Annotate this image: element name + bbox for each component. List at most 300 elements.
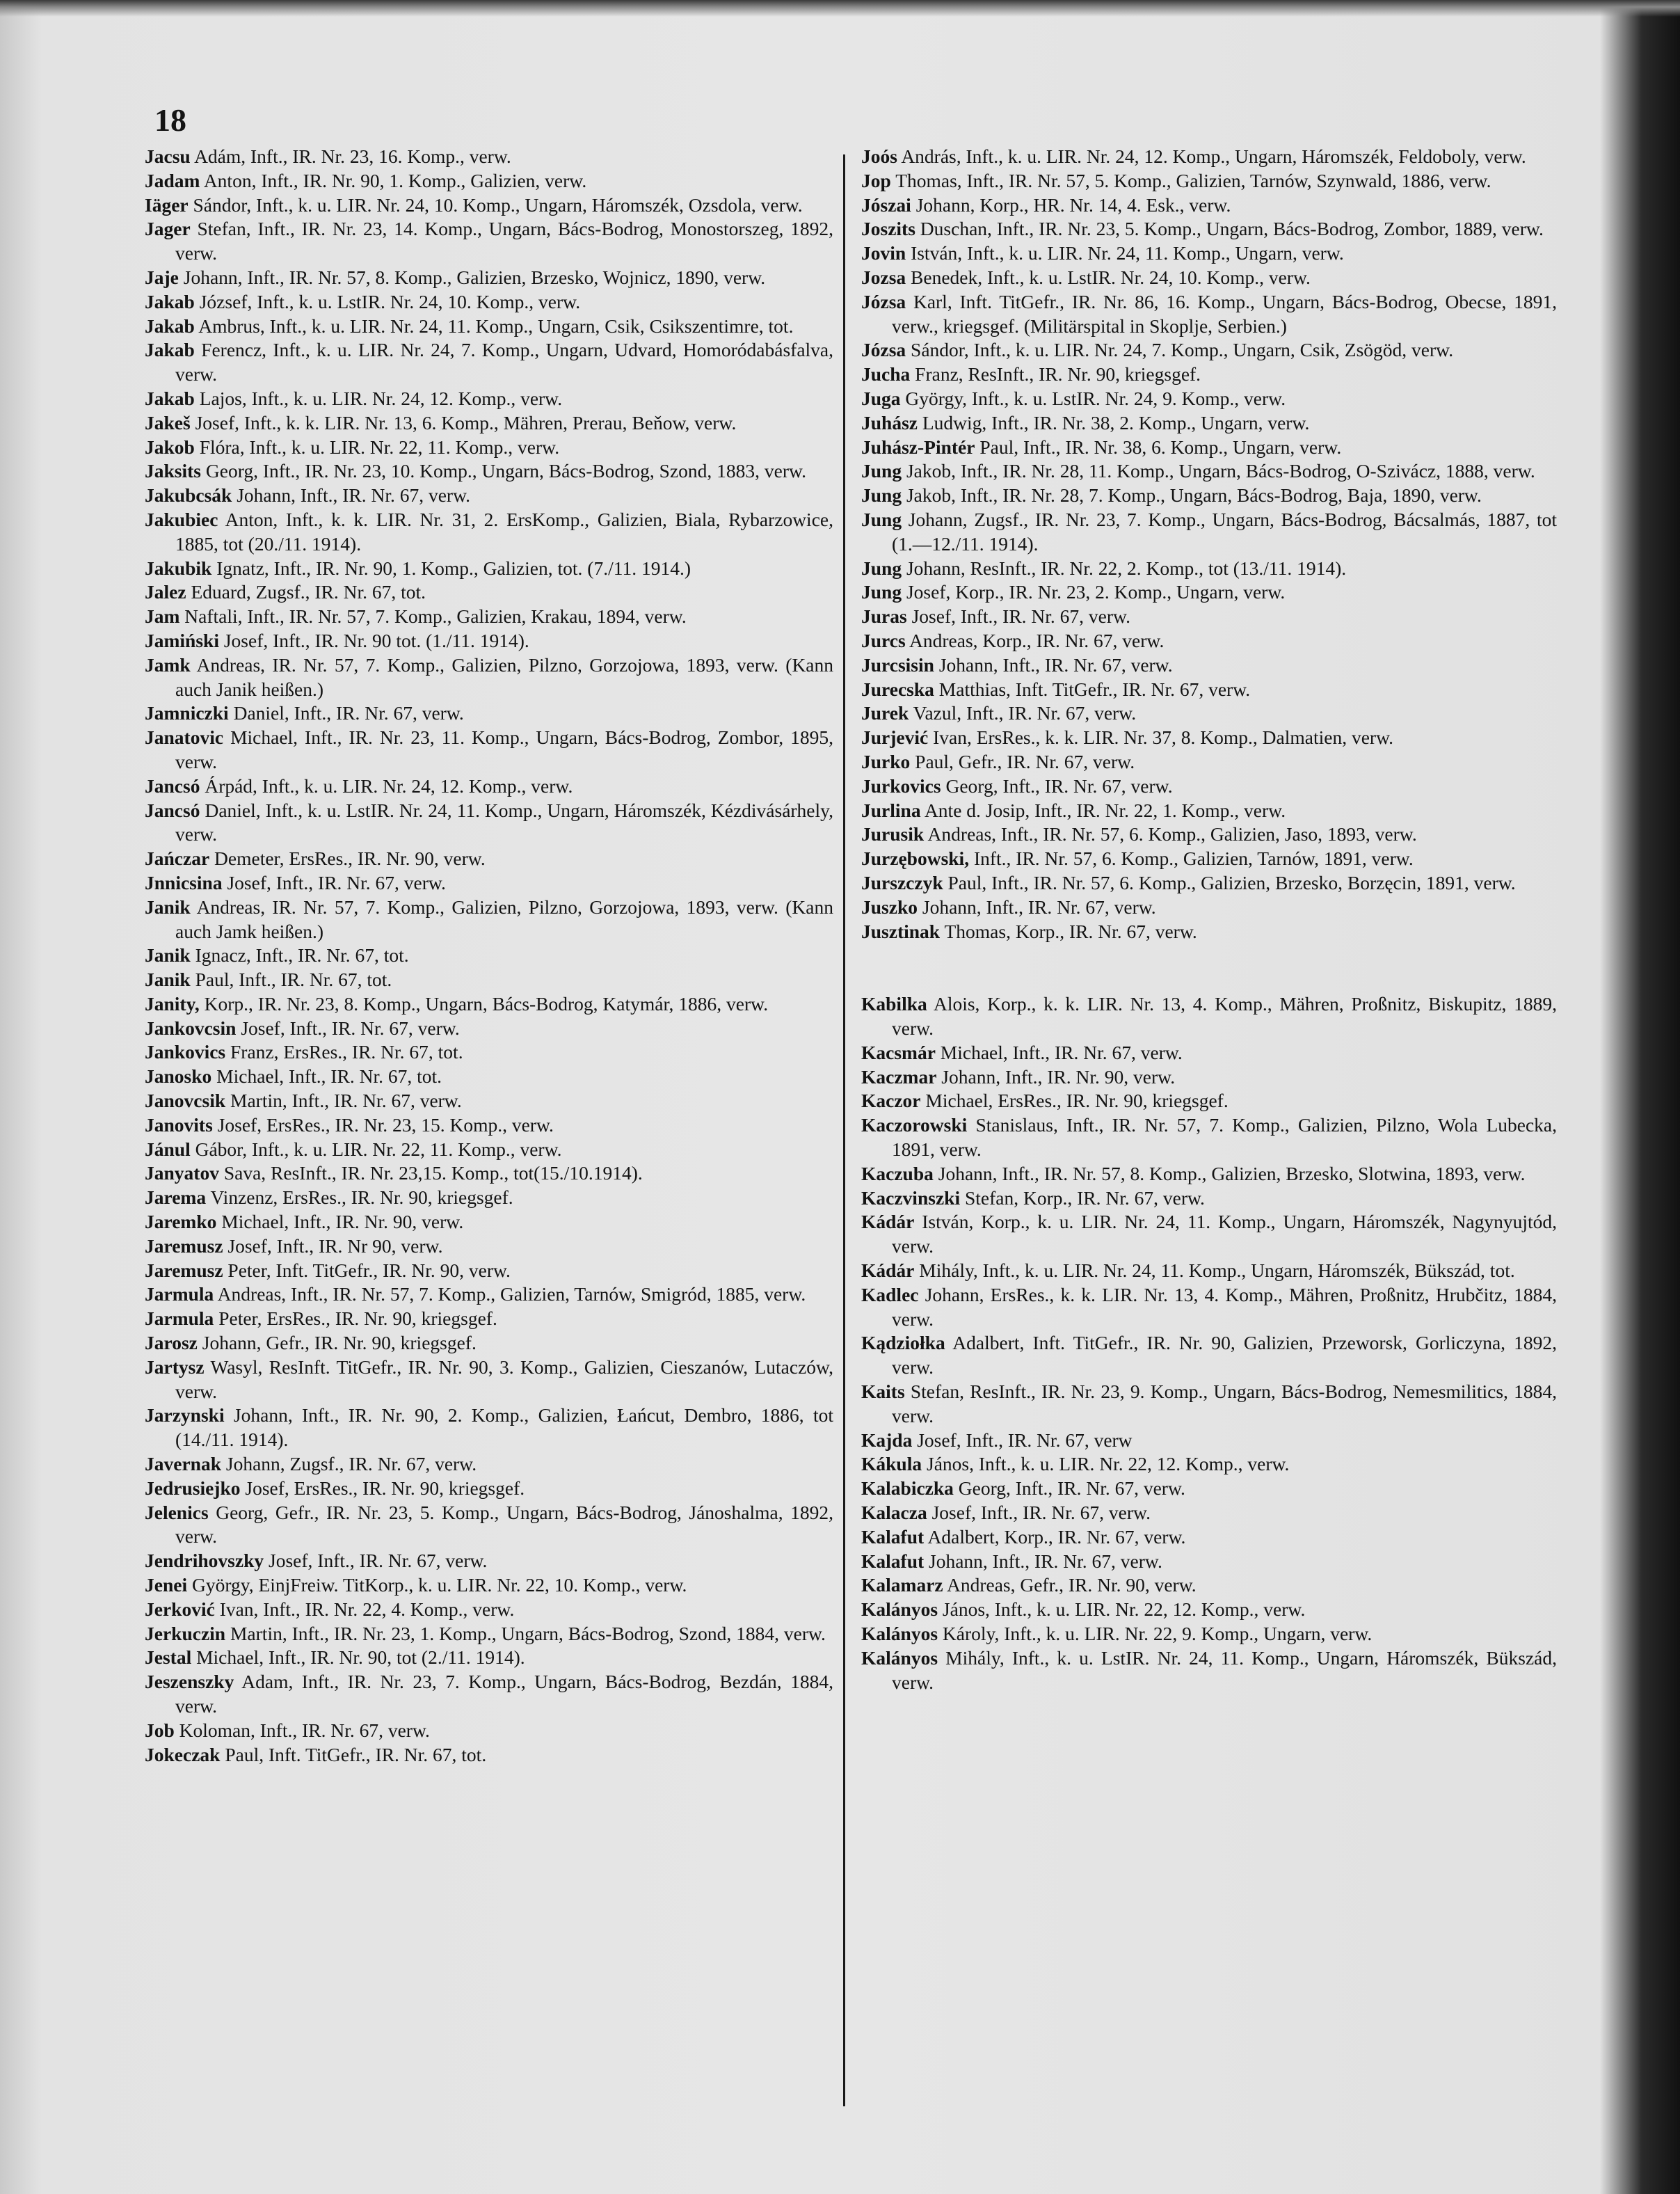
list-entry xyxy=(145,290,833,315)
entry-surname: Jószai xyxy=(861,193,911,216)
entry-surname: Kalabiczka xyxy=(861,1477,954,1500)
entry-details: Demeter, ErsRes., IR. Nr. 90, verw. xyxy=(214,848,486,870)
entry-surname: Kaits xyxy=(861,1381,905,1403)
entry-details: Ante d. Josip, Inft., IR. Nr. 22, 1. Komp., verw. xyxy=(924,799,1286,821)
entry-details: Vazul, Inft., IR. Nr. 67, verw. xyxy=(913,702,1137,724)
entry-details: Adalbert, Korp., IR. Nr. 67, verw. xyxy=(927,1525,1186,1548)
entry-surname: Jarmula xyxy=(145,1283,214,1305)
entry-surname: Jakubik xyxy=(145,557,212,579)
entry-details: Martin, Inft., IR. Nr. 23, 1. Komp., Ungarn, Bács-Bodrog, Szond, 1884, verw. xyxy=(230,1622,826,1644)
list-entry xyxy=(861,217,1557,241)
entry-details: Duschan, Inft., IR. Nr. 23, 5. Komp., Ungarn, Bács-Bodrog, Zombor, 1889, verw. xyxy=(920,218,1544,240)
entry-surname: Janity, xyxy=(145,992,200,1015)
list-entry xyxy=(145,1501,833,1550)
entry-details: Adam, Inft., IR. Nr. 23, 7. Komp., Ungarn, Bács-Bodrog, Bezdán, 1884, verw. xyxy=(175,1671,834,1717)
entry-surname: Jenei xyxy=(145,1574,188,1596)
entry-surname: Kaczorowski xyxy=(861,1114,968,1136)
entry-details: Josef, Inft., IR. Nr. 90 tot. (1./11. 1914). xyxy=(223,629,529,651)
entry-surname: Józsa xyxy=(861,290,906,312)
list-entry xyxy=(145,193,833,218)
entry-details: Michael, Inft., IR. Nr. 90, tot (2./11. 1914). xyxy=(196,1646,525,1669)
entry-details: Sándor, Inft., k. u. LIR. Nr. 24, 7. Komp., Ungarn, Csik, Zsögöd, verw. xyxy=(911,339,1454,361)
entry-surname: Jurlina xyxy=(861,799,921,821)
list-entry xyxy=(145,1598,833,1622)
entry-surname: Jaremko xyxy=(145,1211,217,1233)
list-entry xyxy=(861,1331,1557,1380)
list-entry xyxy=(145,315,833,339)
entry-surname: Jozsa xyxy=(861,266,906,288)
entry-details: Korp., IR. Nr. 23, 8. Komp., Ungarn, Bács-Bodrog, Katymár, 1886, verw. xyxy=(204,992,769,1015)
entry-details: Stefan, Inft., IR. Nr. 23, 14. Komp., Ungarn, Bács-Bodrog, Monostorszeg, 1892, verw. xyxy=(175,218,833,264)
entry-surname: Jestal xyxy=(145,1646,192,1669)
entry-surname: Jakab xyxy=(145,290,195,312)
list-entry xyxy=(145,1210,833,1234)
entry-surname: Kaczor xyxy=(861,1090,921,1112)
entry-details: Georg, Inft., IR. Nr. 23, 10. Komp., Ungarn, Bács-Bodrog, Szond, 1883, verw. xyxy=(205,460,806,482)
entry-surname: Józsa xyxy=(861,339,906,361)
entry-surname: Jańczar xyxy=(145,848,210,870)
entry-details: Paul, Inft., IR. Nr. 67, tot. xyxy=(195,969,392,991)
list-entry xyxy=(861,750,1557,774)
entry-surname: Jung xyxy=(861,460,902,482)
list-entry xyxy=(861,145,1557,169)
entry-surname: Jamk xyxy=(145,653,191,676)
entry-surname: Jurjević xyxy=(861,726,929,749)
entry-details: Johann, Korp., HR. Nr. 14, 4. Esk., verw. xyxy=(915,193,1231,216)
list-entry xyxy=(145,992,833,1017)
entry-details: Josef, Inft., IR. Nr 90, verw. xyxy=(227,1234,443,1257)
list-entry xyxy=(145,217,833,266)
entry-details: Inft., IR. Nr. 57, 6. Komp., Galizien, Tarnów, 1891, verw. xyxy=(973,848,1414,870)
entry-surname: Janosko xyxy=(145,1065,212,1088)
list-entry xyxy=(145,580,833,605)
entry-surname: Jancsó xyxy=(145,774,200,797)
list-entry xyxy=(145,1089,833,1113)
entry-details: Andreas, Inft., IR. Nr. 57, 6. Komp., Galizien, Jaso, 1893, verw. xyxy=(927,823,1417,845)
entry-details: Josef, ErsRes., IR. Nr. 23, 15. Komp., verw. xyxy=(217,1113,554,1136)
entry-details: Michael, Inft., IR. Nr. 90, verw. xyxy=(221,1211,464,1233)
list-entry xyxy=(145,1573,833,1598)
entry-details: Michael, Inft., IR. Nr. 67, tot. xyxy=(216,1065,442,1088)
entry-surname: Jurko xyxy=(861,750,911,772)
entry-details: Paul, Inft., IR. Nr. 38, 6. Komp., Ungarn, verw. xyxy=(979,436,1342,458)
entry-details: Sándor, Inft., k. u. LIR. Nr. 24, 10. Komp., Ungarn, Háromszék, Ozsdola, verw. xyxy=(193,193,803,216)
entry-details: Franz, ResInft., IR. Nr. 90, kriegsgef. xyxy=(915,363,1201,385)
entry-details: Johann, Inft., IR. Nr. 90, 2. Komp., Galizien, Łańcut, Dembro, 1886, tot (14./11. 1914). xyxy=(175,1404,834,1451)
entry-details: Koloman, Inft., IR. Nr. 67, verw. xyxy=(179,1719,430,1741)
right-column xyxy=(861,145,1557,1694)
entry-surname: Jakab xyxy=(145,387,195,409)
entry-surname: Job xyxy=(145,1719,175,1741)
entry-surname: Jurzębowski, xyxy=(861,848,970,870)
entry-details: Ignatz, Inft., IR. Nr. 90, 1. Komp., Galizien, tot. (7./11. 1914.) xyxy=(216,557,691,579)
entry-surname: Jakubcsák xyxy=(145,484,232,507)
entry-surname: Kalányos xyxy=(861,1623,938,1645)
list-entry xyxy=(861,653,1557,678)
entry-details: Mihály, Inft., k. u. LstIR. Nr. 24, 11. Komp., Ungarn, Háromszék, Bükszád, verw. xyxy=(892,1646,1558,1693)
entry-surname: Juszko xyxy=(861,896,918,918)
entry-surname: Jalez xyxy=(145,581,186,603)
entry-details: József, Inft., k. u. LstIR. Nr. 24, 10. Komp., verw. xyxy=(199,290,581,312)
list-entry xyxy=(861,871,1557,896)
entry-details: Johann, Inft., IR. Nr. 57, 8. Komp., Galizien, Brzesko, Slotwina, 1893, verw. xyxy=(938,1162,1526,1184)
entry-details: Anton, Inft., IR. Nr. 90, 1. Komp., Galizien, verw. xyxy=(203,169,587,191)
list-entry xyxy=(145,799,833,848)
entry-surname: Jung xyxy=(861,557,902,579)
list-entry xyxy=(861,847,1557,871)
entry-details: Lajos, Inft., k. u. LIR. Nr. 24, 12. Komp., verw. xyxy=(199,387,563,409)
entry-surname: Jarosz xyxy=(145,1332,198,1354)
list-entry xyxy=(861,822,1557,847)
entry-details: Johann, Inft., IR. Nr. 57, 8. Komp., Galizien, Brzesko, Wojnicz, 1890, verw. xyxy=(183,266,766,288)
list-entry xyxy=(861,363,1557,387)
list-entry xyxy=(145,1307,833,1331)
entry-surname: Jaremusz xyxy=(145,1234,223,1257)
entry-surname: Jurcs xyxy=(861,629,906,651)
entry-details: Stanislaus, Inft., IR. Nr. 57, 7. Komp., Galizien, Pilzno, Wola Lubecka, 1891, verw. xyxy=(892,1114,1557,1161)
entry-surname: Jovin xyxy=(861,242,906,264)
entry-details: Daniel, Inft., IR. Nr. 67, verw. xyxy=(233,702,464,724)
entry-surname: Jurusik xyxy=(861,823,925,845)
entry-details: Georg, Inft., IR. Nr. 67, verw. xyxy=(945,774,1173,797)
entry-surname: Jurszczyk xyxy=(861,871,943,893)
list-entry xyxy=(861,1573,1557,1598)
list-entry xyxy=(145,1477,833,1501)
list-entry xyxy=(861,241,1557,266)
entry-details: Benedek, Inft., k. u. LstIR. Nr. 24, 10. Komp., verw. xyxy=(911,266,1311,288)
entry-surname: Kádár xyxy=(861,1211,915,1233)
list-entry xyxy=(145,411,833,436)
list-entry xyxy=(145,1186,833,1210)
entry-details: Mihály, Inft., k. u. LIR. Nr. 24, 11. Komp., Ungarn, Háromszék, Bükszád, tot. xyxy=(919,1259,1515,1282)
entry-details: Johann, ErsRes., k. k. LIR. Nr. 13, 4. Komp., Mähren, Proßnitz, Hrubčitz, 1884, verw. xyxy=(892,1283,1557,1330)
entry-details: Michael, ErsRes., IR. Nr. 90, kriegsgef. xyxy=(925,1090,1229,1112)
entry-details: Daniel, Inft., k. u. LstIR. Nr. 24, 11. Komp., Ungarn, Háromszék, Kézdivásárhely, verw. xyxy=(175,799,833,845)
entry-surname: Javernak xyxy=(145,1453,221,1475)
entry-details: Ivan, Inft., IR. Nr. 22, 4. Komp., verw. xyxy=(219,1598,515,1620)
entry-details: Andreas, Korp., IR. Nr. 67, verw. xyxy=(909,629,1165,651)
entry-surname: Jarema xyxy=(145,1186,207,1209)
list-entry xyxy=(145,871,833,896)
list-entry xyxy=(145,1622,833,1646)
entry-surname: Jung xyxy=(861,581,902,603)
entry-surname: Kajda xyxy=(861,1429,913,1451)
entry-surname: Jakob xyxy=(145,436,195,458)
list-entry xyxy=(861,1113,1557,1162)
list-entry xyxy=(145,1017,833,1041)
entry-details: Johann, Inft., IR. Nr. 67, verw. xyxy=(237,484,471,507)
entry-details: Martin, Inft., IR. Nr. 67, verw. xyxy=(230,1090,462,1112)
entry-details: Ferencz, Inft., k. u. LIR. Nr. 24, 7. Komp., Ungarn, Udvard, Homoródabásfalva, verw. xyxy=(175,339,833,385)
entry-surname: Jedrusiejko xyxy=(145,1477,241,1499)
list-entry xyxy=(145,1138,833,1162)
list-entry xyxy=(145,508,833,557)
entry-details: Josef, Inft., k. k. LIR. Nr. 13, 6. Komp., Mähren, Prerau, Beňow, verw. xyxy=(195,411,737,434)
entry-details: Georg, Inft., IR. Nr. 67, verw. xyxy=(958,1477,1185,1500)
list-entry xyxy=(861,896,1557,920)
entry-surname: Jeszenszky xyxy=(145,1671,234,1693)
section-gap xyxy=(861,944,1557,992)
entry-details: Josef, Inft., IR. Nr. 67, verw. xyxy=(911,605,1130,628)
entry-surname: Jancsó xyxy=(145,799,200,821)
entry-details: Franz, ErsRes., IR. Nr. 67, tot. xyxy=(230,1041,463,1063)
list-entry xyxy=(861,436,1557,460)
entry-surname: Jakab xyxy=(145,339,195,361)
entry-surname: Jamiński xyxy=(145,629,219,651)
entry-details: Gábor, Inft., k. u. LIR. Nr. 22, 11. Komp., verw. xyxy=(195,1138,562,1160)
list-entry xyxy=(861,1186,1557,1211)
entry-details: Anton, Inft., k. k. LIR. Nr. 31, 2. ErsKomp., Galizien, Biala, Rybarzowice, 1885, tot (20./11. 1914). xyxy=(175,508,833,555)
entry-details: Jakob, Inft., IR. Nr. 28, 11. Komp., Ungarn, Bács-Bodrog, O-Szivácz, 1888, verw. xyxy=(906,460,1535,482)
entry-details: Johann, Zugsf., IR. Nr. 23, 7. Komp., Ungarn, Bács-Bodrog, Bácsalmás, 1887, tot (1.—12./11. 1914). xyxy=(892,508,1557,555)
entry-surname: Jaksits xyxy=(145,460,201,482)
list-entry xyxy=(145,726,833,774)
list-entry xyxy=(861,1525,1557,1550)
entry-surname: Jop xyxy=(861,169,891,191)
list-entry xyxy=(145,896,833,944)
entry-surname: Jerković xyxy=(145,1598,215,1620)
entry-details: Josef, Inft., IR. Nr. 67, verw. xyxy=(227,871,446,893)
entry-surname: Joszits xyxy=(861,218,915,240)
list-entry xyxy=(861,484,1557,508)
list-entry xyxy=(145,1404,833,1452)
list-entry xyxy=(861,701,1557,726)
entry-details: Wasyl, ResInft. TitGefr., IR. Nr. 90, 3. Komp., Galizien, Cieszanów, Lutaczów, verw. xyxy=(175,1356,834,1402)
entry-surname: Joós xyxy=(861,145,897,167)
entry-details: Michael, Inft., IR. Nr. 23, 11. Komp., Ungarn, Bács-Bodrog, Zombor, 1895, verw. xyxy=(175,726,833,772)
list-entry xyxy=(861,1210,1557,1259)
entry-details: Árpád, Inft., k. u. LIR. Nr. 24, 12. Komp., verw. xyxy=(205,774,573,797)
entry-surname: Jankovics xyxy=(145,1041,226,1063)
list-entry xyxy=(861,411,1557,436)
list-entry xyxy=(145,436,833,460)
entry-surname: Jadam xyxy=(145,169,200,191)
entry-details: István, Inft., k. u. LIR. Nr. 24, 11. Komp., Ungarn, verw. xyxy=(911,242,1344,264)
list-entry xyxy=(861,193,1557,218)
list-entry xyxy=(861,1622,1557,1646)
entry-details: Josef, Inft., IR. Nr. 67, verw. xyxy=(241,1017,460,1039)
list-entry xyxy=(861,338,1557,363)
list-entry xyxy=(145,1259,833,1283)
list-entry xyxy=(145,1331,833,1356)
entry-surname: Jnnicsina xyxy=(145,871,223,893)
list-entry xyxy=(145,1549,833,1573)
entry-details: Ambrus, Inft., k. u. LIR. Nr. 24, 11. Komp., Ungarn, Csik, Csikszentimre, tot. xyxy=(198,315,794,337)
entry-details: Adalbert, Inft. TitGefr., IR. Nr. 90, Galizien, Przeworsk, Gorliczyna, 1892, verw. xyxy=(892,1332,1558,1378)
entry-details: Stefan, Korp., IR. Nr. 67, verw. xyxy=(964,1186,1205,1209)
list-entry xyxy=(145,968,833,992)
list-entry xyxy=(861,508,1557,557)
entry-surname: Jusztinak xyxy=(861,920,941,942)
entry-details: Flóra, Inft., k. u. LIR. Nr. 22, 11. Komp., verw. xyxy=(199,436,560,458)
entry-surname: Janovcsik xyxy=(145,1090,226,1112)
entry-surname: Kalányos xyxy=(861,1646,938,1669)
entry-surname: Kalafut xyxy=(861,1550,925,1572)
entry-details: András, Inft., k. u. LIR. Nr. 24, 12. Komp., Ungarn, Háromszék, Feldoboly, verw. xyxy=(901,145,1526,167)
entry-details: Adám, Inft., IR. Nr. 23, 16. Komp., verw. xyxy=(194,145,511,167)
entry-surname: Jurek xyxy=(861,702,909,724)
entry-details: Georg, Gefr., IR. Nr. 23, 5. Komp., Ungarn, Bács-Bodrog, Jánoshalma, 1892, verw. xyxy=(175,1501,833,1548)
list-entry xyxy=(145,629,833,653)
entry-surname: Juhász-Pintér xyxy=(861,436,975,458)
list-entry xyxy=(861,1089,1557,1113)
entry-details: Thomas, Inft., IR. Nr. 57, 5. Komp., Galizien, Tarnów, Szynwald, 1886, verw. xyxy=(895,169,1491,191)
entry-details: Eduard, Zugsf., IR. Nr. 67, tot. xyxy=(191,581,426,603)
entry-surname: Kaczmar xyxy=(861,1065,937,1088)
entry-details: Josef, ErsRes., IR. Nr. 90, kriegsgef. xyxy=(245,1477,525,1499)
list-entry xyxy=(145,653,833,702)
list-entry xyxy=(145,1065,833,1089)
entry-surname: Jamniczki xyxy=(145,702,229,724)
entry-surname: Jaje xyxy=(145,266,179,288)
entry-surname: Jelenics xyxy=(145,1501,209,1523)
entry-details: Vinzenz, ErsRes., IR. Nr. 90, kriegsgef. xyxy=(210,1186,513,1209)
entry-details: Ludwig, Inft., IR. Nr. 38, 2. Komp., Ungarn, verw. xyxy=(922,411,1310,434)
list-entry xyxy=(145,1282,833,1307)
list-entry xyxy=(861,1452,1557,1477)
entry-surname: Kákula xyxy=(861,1453,922,1475)
entry-surname: Janyatov xyxy=(145,1162,219,1184)
list-entry xyxy=(145,145,833,169)
entry-details: Peter, ErsRes., IR. Nr. 90, kriegsgef. xyxy=(218,1307,497,1330)
list-entry xyxy=(145,1670,833,1719)
entry-surname: Kadlec xyxy=(861,1283,919,1305)
entry-surname: Jakubiec xyxy=(145,508,218,530)
list-entry xyxy=(861,678,1557,702)
entry-details: Johann, Zugsf., IR. Nr. 67, verw. xyxy=(225,1453,477,1475)
list-entry xyxy=(861,1380,1557,1429)
list-entry xyxy=(145,1234,833,1259)
list-entry xyxy=(145,484,833,508)
list-entry xyxy=(861,1259,1557,1283)
entry-details: Stefan, ResInft., IR. Nr. 23, 9. Komp., Ungarn, Bács-Bodrog, Nemesmilitics, 1884, verw. xyxy=(892,1381,1557,1426)
entry-details: Andreas, IR. Nr. 57, 7. Komp., Galizien, Pilzno, Gorzojowa, 1893, verw. (Kann auch Janik heißen.) xyxy=(175,653,834,700)
entry-surname: Kalamarz xyxy=(861,1574,943,1596)
list-entry xyxy=(861,1550,1557,1574)
entry-details: István, Korp., k. u. LIR. Nr. 24, 11. Komp., Ungarn, Háromszék, Nagynyujtód, verw. xyxy=(892,1211,1557,1257)
entry-details: Josef, Korp., IR. Nr. 23, 2. Komp., Ungarn, verw. xyxy=(906,581,1286,603)
list-entry xyxy=(145,459,833,484)
entry-surname: Jakab xyxy=(145,315,195,337)
entry-surname: Kądziołka xyxy=(861,1332,945,1354)
list-entry xyxy=(861,1646,1557,1695)
entry-surname: Juga xyxy=(861,387,901,409)
entry-details: Johann, Inft., IR. Nr. 67, verw. xyxy=(922,896,1156,918)
entry-surname: Jakeš xyxy=(145,411,191,434)
list-entry xyxy=(145,605,833,629)
entry-surname: Iäger xyxy=(145,193,189,216)
entry-surname: Janik xyxy=(145,969,191,991)
entry-details: Naftali, Inft., IR. Nr. 57, 7. Komp., Galizien, Krakau, 1894, verw. xyxy=(184,605,687,628)
entry-surname: Juhász xyxy=(861,411,918,434)
entry-surname: Kalányos xyxy=(861,1598,938,1621)
list-entry xyxy=(145,1356,833,1404)
list-entry xyxy=(145,1743,833,1767)
entry-details: Paul, Inft. TitGefr., IR. Nr. 67, tot. xyxy=(225,1743,487,1765)
list-entry xyxy=(145,701,833,726)
list-entry xyxy=(145,387,833,411)
entry-details: Josef, Inft., IR. Nr. 67, verw xyxy=(917,1429,1133,1451)
entry-surname: Kádár xyxy=(861,1259,915,1282)
list-entry xyxy=(145,266,833,290)
entry-details: Michael, Inft., IR. Nr. 67, verw. xyxy=(940,1041,1183,1063)
list-entry xyxy=(861,1429,1557,1453)
entry-details: Peter, Inft. TitGefr., IR. Nr. 90, verw. xyxy=(227,1259,511,1281)
list-entry xyxy=(145,557,833,581)
entry-details: Sava, ResInft., IR. Nr. 23,15. Komp., tot(15./10.1914). xyxy=(223,1162,643,1184)
entry-surname: Jung xyxy=(861,484,902,507)
list-entry xyxy=(861,799,1557,823)
entry-details: Alois, Korp., k. k. LIR. Nr. 13, 4. Komp., Mähren, Proßnitz, Biskupitz, 1889, verw. xyxy=(892,993,1557,1040)
entry-details: Paul, Inft., IR. Nr. 57, 6. Komp., Galizien, Brzesko, Borzęcin, 1891, verw. xyxy=(947,871,1516,893)
list-entry xyxy=(145,169,833,193)
entry-surname: Jarzynski xyxy=(145,1404,225,1426)
entry-details: Johann, Inft., IR. Nr. 67, verw. xyxy=(929,1550,1162,1572)
list-entry xyxy=(861,169,1557,193)
entry-surname: Kaczuba xyxy=(861,1162,934,1184)
list-entry xyxy=(145,944,833,968)
entry-surname: Jánul xyxy=(145,1138,191,1160)
page-number: 18 xyxy=(154,102,186,138)
list-entry xyxy=(861,557,1557,581)
entry-details: Andreas, IR. Nr. 57, 7. Komp., Galizien, Pilzno, Gorzojowa, 1893, verw. (Kann auch Jamk heißen.) xyxy=(175,896,833,942)
entry-surname: Jurkovics xyxy=(861,774,941,797)
entry-details: Johann, Inft., IR. Nr. 67, verw. xyxy=(938,653,1173,676)
entry-surname: Janovits xyxy=(145,1113,213,1136)
list-entry xyxy=(861,290,1557,339)
entry-details: Ivan, ErsRes., k. k. LIR. Nr. 37, 8. Komp., Dalmatien, verw. xyxy=(933,726,1394,749)
entry-surname: Jucha xyxy=(861,363,911,385)
entry-surname: Jaremusz xyxy=(145,1259,223,1281)
entry-details: Karl, Inft. TitGefr., IR. Nr. 86, 16. Komp., Ungarn, Bács-Bodrog, Obecse, 1891, verw., kriegsgef. (Militärspital in Skoplje, Serbien.) xyxy=(892,290,1557,337)
entry-details: György, Inft., k. u. LstIR. Nr. 24, 9. Komp., verw. xyxy=(905,387,1286,409)
entry-details: Matthias, Inft. TitGefr., IR. Nr. 67, verw. xyxy=(938,678,1251,700)
list-entry xyxy=(861,920,1557,944)
entry-surname: Jerkuczin xyxy=(145,1622,226,1644)
entry-details: Ignacz, Inft., IR. Nr. 67, tot. xyxy=(195,944,409,967)
entry-surname: Jurecska xyxy=(861,678,934,700)
entry-details: Thomas, Korp., IR. Nr. 67, verw. xyxy=(944,920,1197,942)
list-entry xyxy=(861,387,1557,411)
list-entry xyxy=(145,338,833,387)
entry-surname: Jankovcsin xyxy=(145,1017,237,1039)
entry-details: Paul, Gefr., IR. Nr. 67, verw. xyxy=(915,750,1135,772)
list-entry xyxy=(145,847,833,871)
list-entry xyxy=(861,580,1557,605)
list-entry xyxy=(145,1452,833,1477)
entry-details: János, Inft., k. u. LIR. Nr. 22, 12. Komp., verw. xyxy=(927,1453,1290,1475)
entry-surname: Kaczvinszki xyxy=(861,1186,961,1209)
entry-surname: Jung xyxy=(861,508,902,530)
list-entry xyxy=(861,1477,1557,1501)
entry-surname: Kalacza xyxy=(861,1502,927,1524)
list-entry xyxy=(145,1719,833,1743)
entry-surname: Jacsu xyxy=(145,145,191,167)
entry-details: Johann, Gefr., IR. Nr. 90, kriegsgef. xyxy=(202,1332,477,1354)
entry-surname: Kabilka xyxy=(861,993,927,1015)
entry-surname: Jokeczak xyxy=(145,1743,221,1765)
entry-details: Károly, Inft., k. u. LIR. Nr. 22, 9. Komp., Ungarn, verw. xyxy=(942,1623,1373,1645)
left-column xyxy=(145,145,833,1767)
list-entry xyxy=(145,1646,833,1670)
list-entry xyxy=(145,774,833,799)
entry-surname: Jendrihovszky xyxy=(145,1550,264,1572)
entry-details: Johann, ResInft., IR. Nr. 22, 2. Komp., tot (13./11. 1914). xyxy=(906,557,1347,579)
list-entry xyxy=(861,1501,1557,1525)
list-entry xyxy=(861,1598,1557,1622)
list-entry xyxy=(145,1161,833,1186)
entry-details: Josef, Inft., IR. Nr. 67, verw. xyxy=(269,1550,488,1572)
